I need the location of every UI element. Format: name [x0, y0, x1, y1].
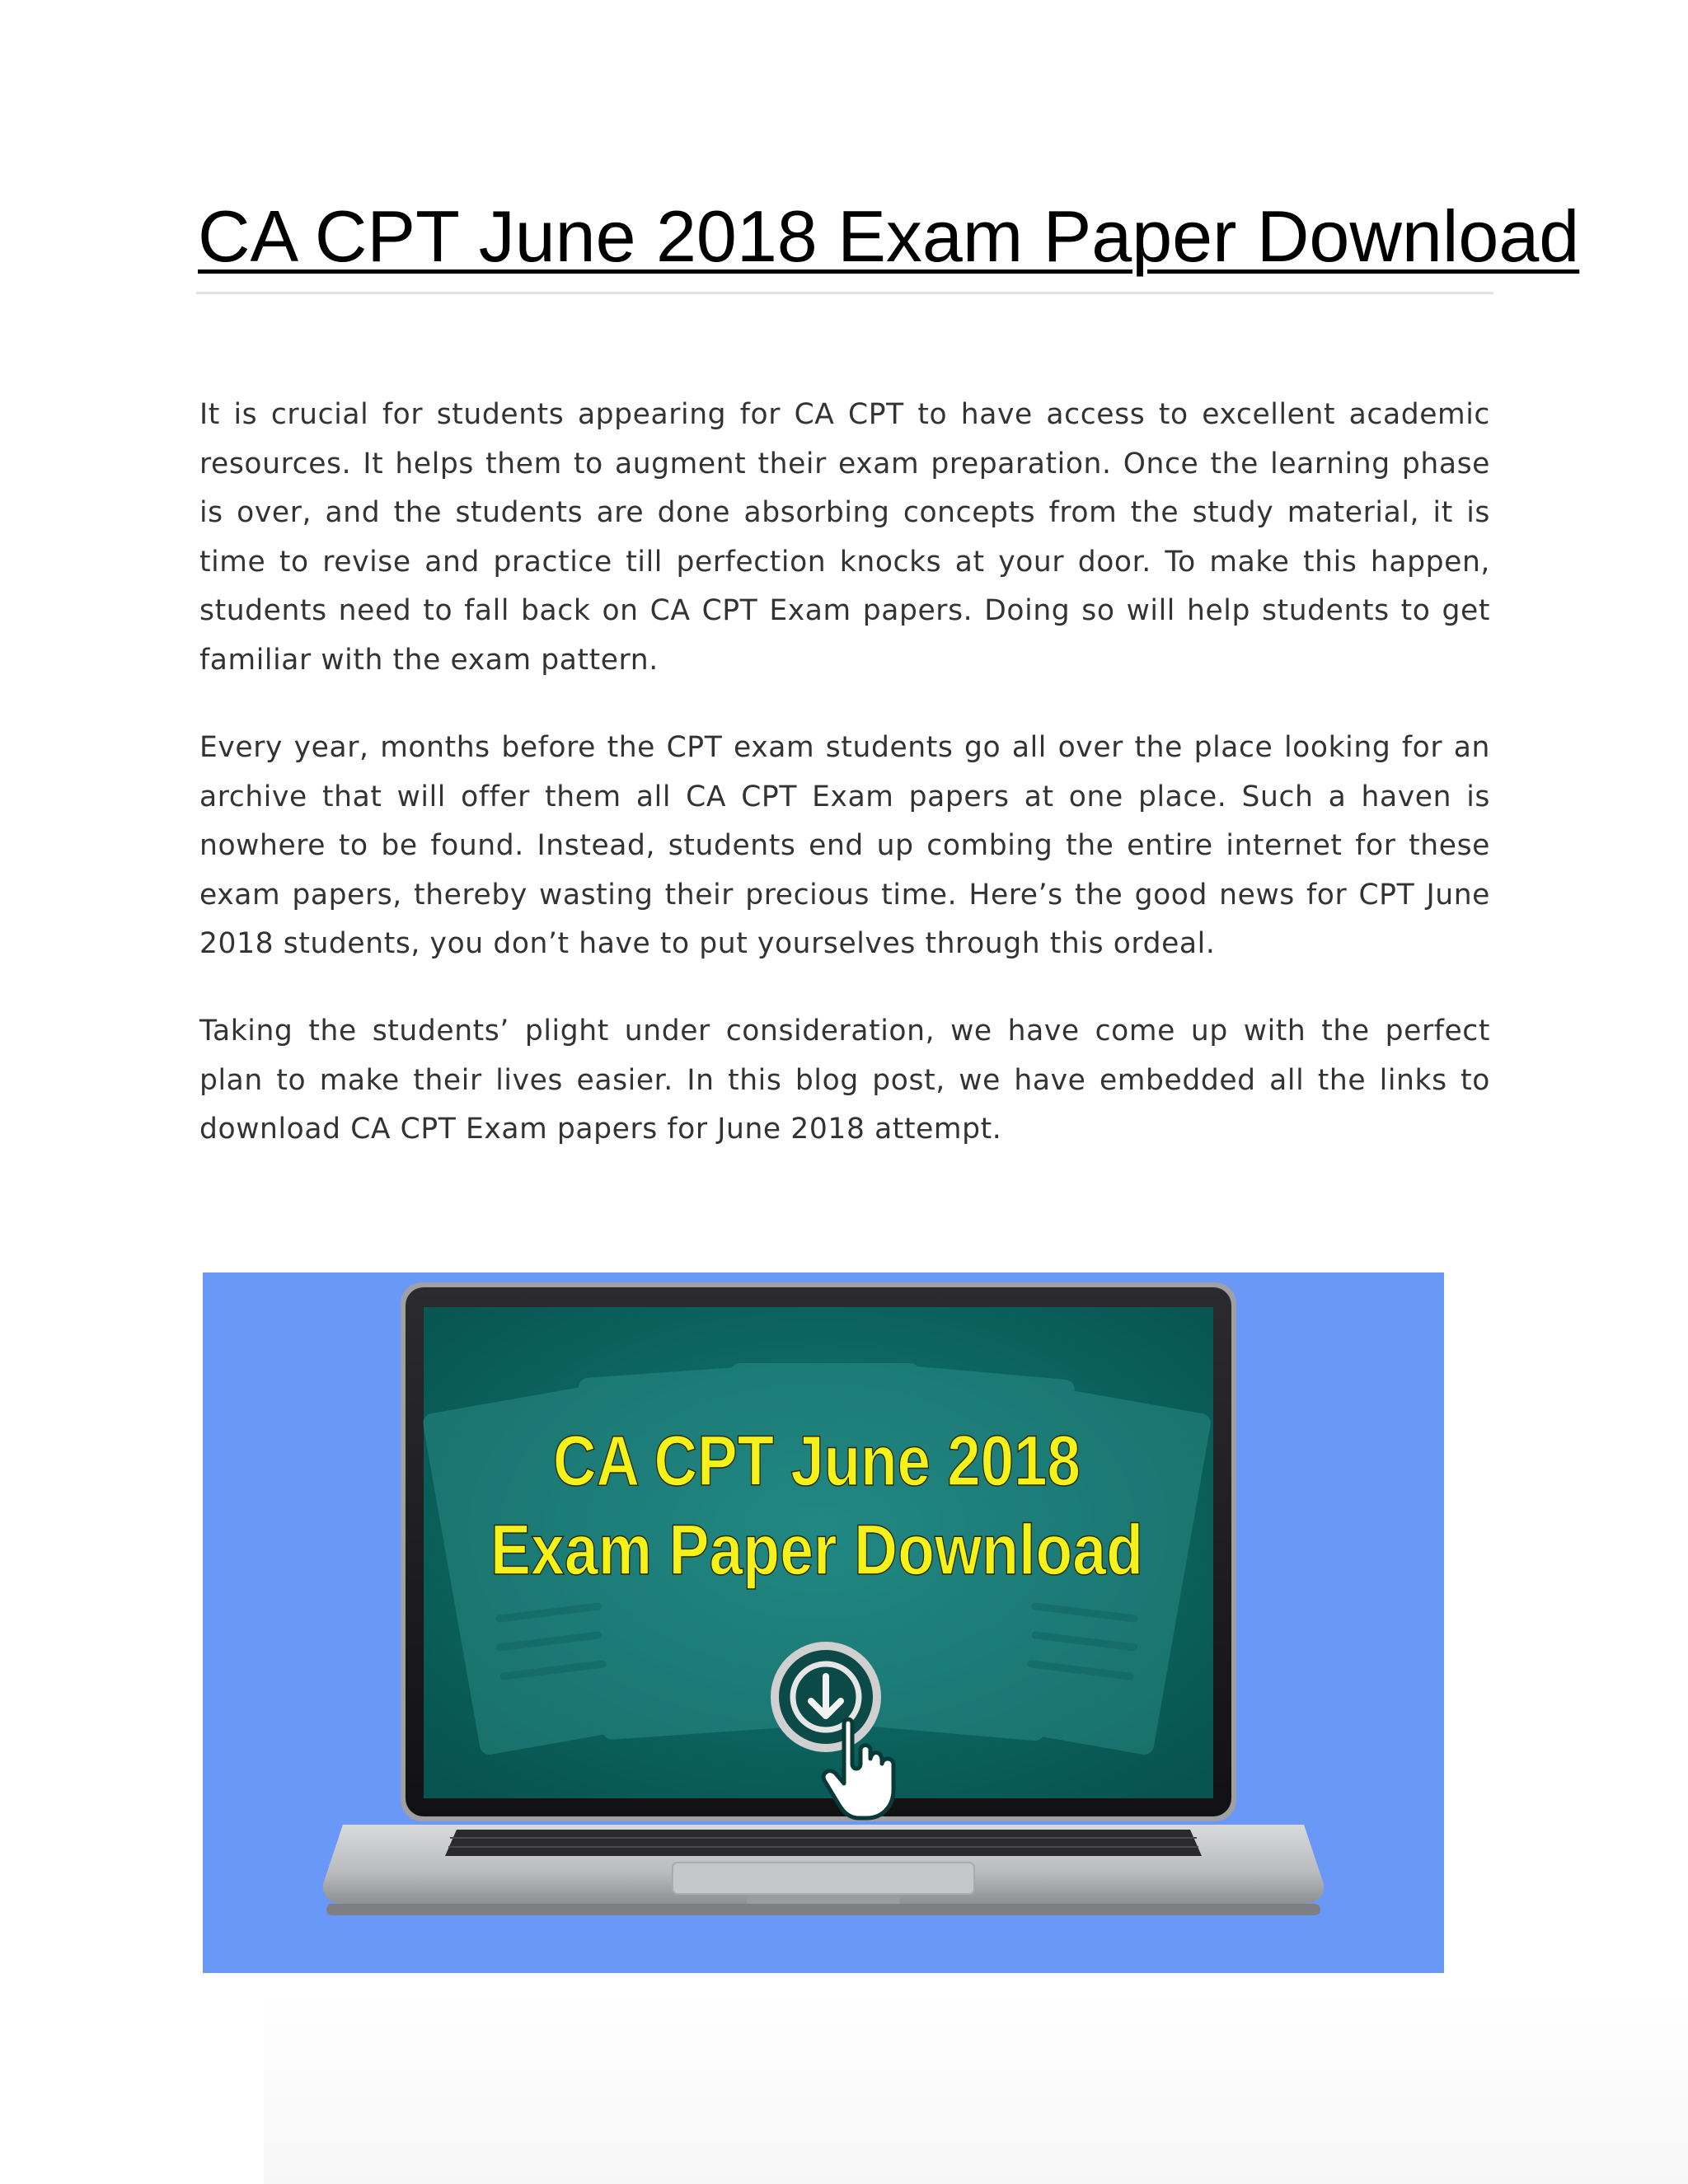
laptop-trackpad: [673, 1863, 974, 1894]
page-footer-area: [264, 1986, 1688, 2184]
laptop-illustration: [203, 1272, 1444, 1973]
laptop-bottom-edge: [326, 1904, 1320, 1915]
banner-image: [203, 1272, 1444, 1973]
download-icon: [775, 1646, 877, 1748]
banner-headline-line1: CA CPT June 2018: [553, 1422, 1081, 1501]
paragraph-2: Every year, months before the CPT exam students go all over the place looking for an archive that will offer them all CA CPT Exam papers at one place. Such a haven is nowhere to be found. Instead, students end up combing the entire internet for these exam papers, thereby wasting their precious time. Here’s the good news for CPT June 2018 students, you don’t have to put yourselves through this ordeal.: [199, 731, 1490, 960]
paragraph-3: Taking the students’ plight under consideration, we have come up with the perfect plan to make their lives easier. In this blog post, we have embedded all the links to download CA CPT Exam papers for June 2018 attempt.: [199, 1015, 1490, 1146]
banner-headline-line2: Exam Paper Download: [490, 1511, 1143, 1590]
paragraph-1: It is crucial for students appearing for CA CPT to have access to excellent academic resources. It helps them to augment their exam preparation. Once the learning phase is over, and the students are done absorbing concepts from the study material, it is time to revise and practice till perfection knocks at your door. To make this happen, students need to fall back on CA CPT Exam papers. Doing so will help students to get familiar with the exam pattern.: [199, 398, 1490, 677]
page-title: CA CPT June 2018 Exam Paper Download: [198, 195, 1580, 277]
laptop-keyboard: [445, 1830, 1202, 1856]
title-divider: [196, 292, 1493, 294]
